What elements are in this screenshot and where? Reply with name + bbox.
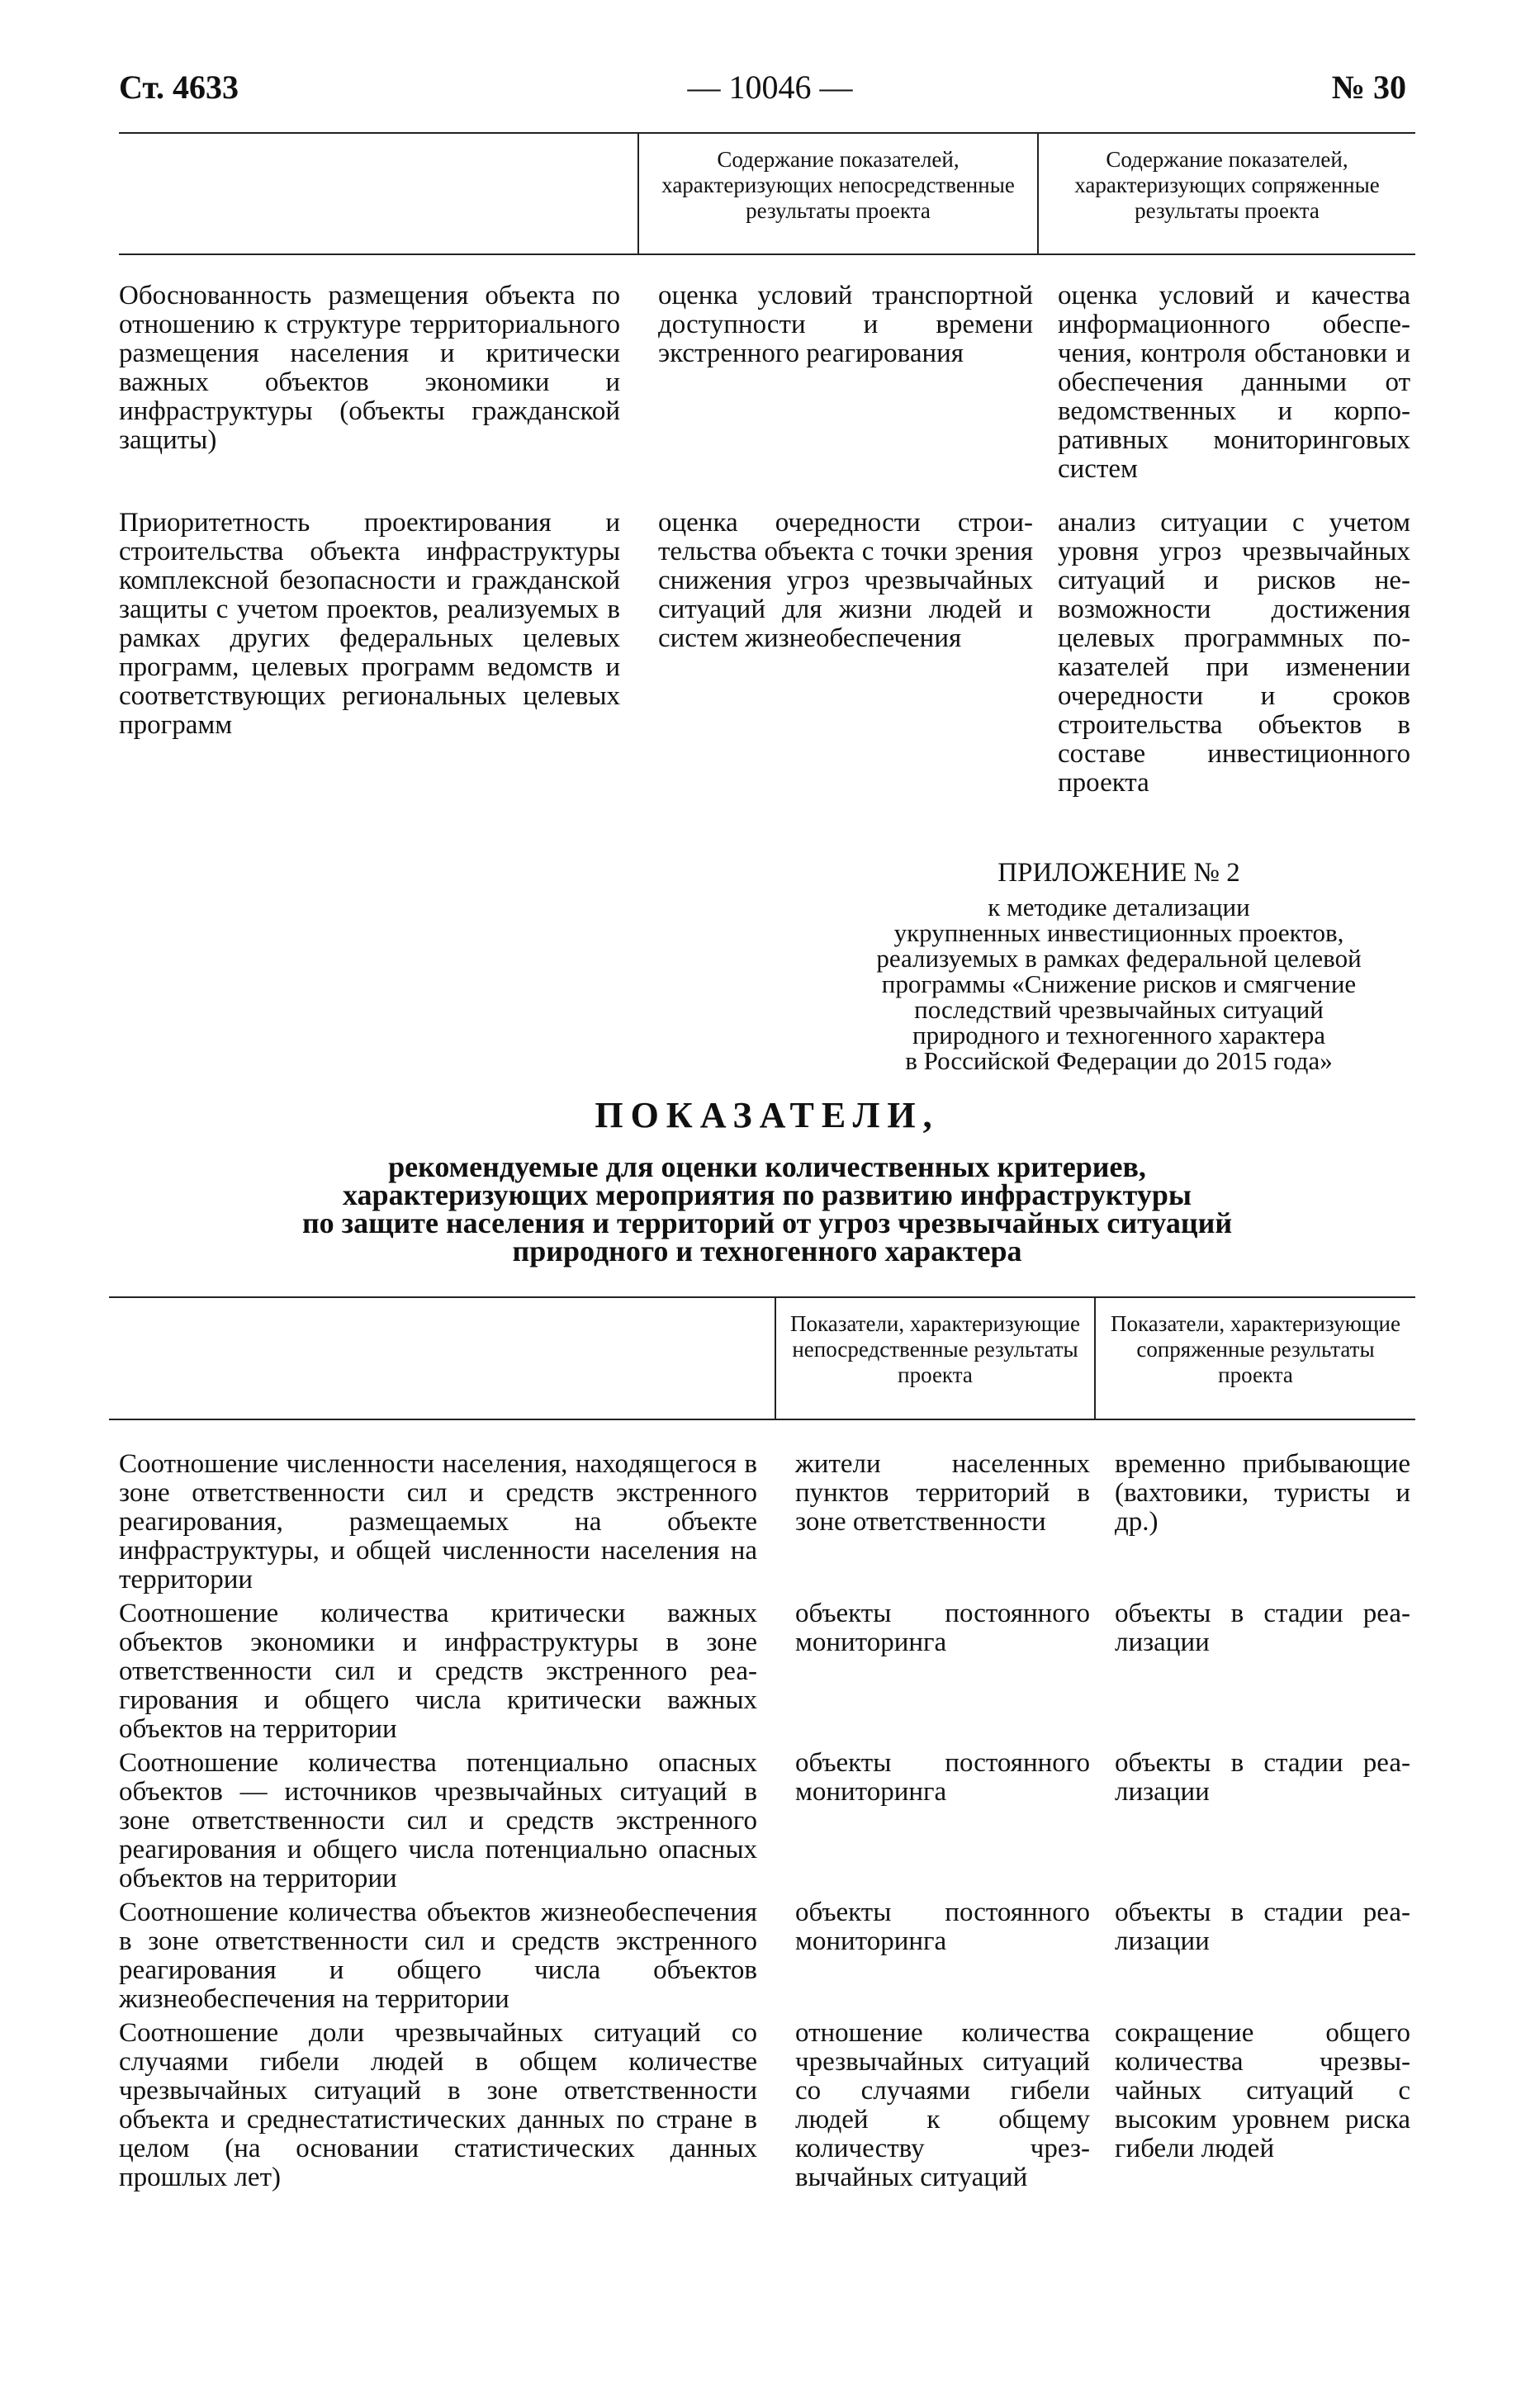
table2-row3-indicator: Соотношение количества потенциально опасных объектов — источников чрезвычайных ситуаций в зоне ответственности сил и средств экстренного реагирования и общего числа потенциально опасных объектов на территории: [119, 1748, 757, 1893]
subtitle-line: по защите населения и территорий от угроз чрезвычайных ситуаций: [301, 1206, 1233, 1239]
table-row: [109, 1893, 1415, 2014]
appendix-line: укрупненных инвестиционных проектов,: [893, 918, 1344, 947]
section-title: ПОКАЗАТЕЛИ,: [595, 1095, 940, 1135]
table-row: [109, 1744, 1415, 1893]
appendix-line: реализуемых в рамках федеральной целевой: [876, 944, 1362, 973]
table1-row1-related: оценка условий и качества информационного обеспечения, контроля обстановки и обеспечения данными от ведомственных и корпоративных мониторинговых систем: [1058, 281, 1410, 484]
table2-row5-direct: отношение количества чрезвычайных ситуаций со случаями гибели людей к общему количеству чрезвычайных ситуаций: [795, 2018, 1090, 2192]
table2-row1-direct: жители населенных пунктов территорий в зоне ответственности: [795, 1449, 1090, 1537]
table1-row1-direct: оценка условий транспортной доступности и времени экстренного реагирования: [658, 281, 1033, 368]
appendix-title: ПРИЛОЖЕНИЕ № 2: [997, 858, 1240, 888]
appendix-line: последствий чрезвычайных ситуаций: [914, 995, 1324, 1024]
table-row: [119, 254, 1415, 484]
table1-header-related: Содержание показателей, характеризующих сопряженные результаты проекта: [1038, 133, 1415, 254]
subtitle-line: рекомендуемые для оценки количественных критериев,: [388, 1150, 1146, 1183]
table2-row2-related: объекты в стадии реализации: [1115, 1599, 1410, 1657]
table1-row2-related: анализ ситуации с учетом уровня угроз чрезвычайных ситуаций и рисков невозможности достижения целевых программных показателей при изменении очередности и сроков строительства объектов в составе инвестиционного проекта: [1058, 508, 1410, 798]
section-subtitle: [119, 1150, 1415, 1267]
table-row: [109, 2014, 1415, 2192]
appendix-line: в Российской Федерации до 2015 года»: [905, 1046, 1333, 1075]
table2-header-indicator: [109, 1297, 775, 1419]
table2-row2-indicator: Соотношение количества критически важных объектов экономики и инфраструктуры в зоне ответственности сил и средств экстренного реагирования и общего числа критически важных объектов на территории: [119, 1599, 757, 1744]
table2-row3-related: объекты в стадии реализации: [1115, 1748, 1410, 1807]
indicators-table: [109, 1296, 1415, 2192]
table-row: [109, 1419, 1415, 1594]
table2-header-related: Показатели, характеризующие сопряженные результаты проекта: [1095, 1297, 1415, 1419]
table2-row1-related: временно прибывающие (вахтовики, туристы и др.): [1115, 1449, 1410, 1537]
table2-row2-direct: объекты постоянного мониторинга: [795, 1599, 1090, 1657]
table1-header-criterion: [119, 133, 638, 254]
appendix-subtitle: [834, 894, 1404, 1073]
appendix-block: [834, 856, 1404, 1073]
appendix-line: программы «Снижение рисков и смягчение: [881, 969, 1357, 998]
table2-header-direct: Показатели, характеризующие непосредственные результаты проекта: [775, 1297, 1095, 1419]
page-number: — 10046 —: [687, 69, 853, 106]
article-number: Ст. 4633: [119, 69, 239, 106]
table2-row1-indicator: Соотношение численности населения, находящегося в зоне ответственности сил и средств экстренного реагирования, размещаемых на объекте инфраструктуры, и общей численности населения на территории: [119, 1449, 757, 1594]
table1-row2-direct: оценка очередности строительства объекта с точки зрения снижения угроз чрезвычайных ситуаций для жизни людей и систем жизнеобеспечения: [658, 508, 1033, 653]
table2-row4-indicator: Соотношение количества объектов жизнеобеспечения в зоне ответственности сил и средств экстренного реагирования и общего числа объектов жизнеобеспечения на территории: [119, 1898, 757, 2014]
table1-header-direct: Содержание показателей, характеризующих непосредственные результаты проекта: [638, 133, 1038, 254]
subtitle-line: природного и техногенного характера: [512, 1234, 1022, 1267]
indicator-content-table: [119, 132, 1415, 798]
table2-row4-direct: объекты постоянного мониторинга: [795, 1898, 1090, 1956]
subtitle-line: характеризующих мероприятия по развитию инфраструктуры: [343, 1178, 1192, 1211]
table-row: [109, 1594, 1415, 1744]
table2-row4-related: объекты в стадии реализации: [1115, 1898, 1410, 1956]
table2-row3-direct: объекты постоянного мониторинга: [795, 1748, 1090, 1807]
issue-number: № 30: [1331, 69, 1406, 106]
appendix-line: к методике детализации: [988, 893, 1250, 922]
table2-row5-indicator: Соотношение доли чрезвычайных ситуаций со случаями гибели людей в общем количестве чрезвычайных ситуаций в зоне ответственности объекта и среднестатистических данных по стране в целом (на основании статистических данных прошлых лет): [119, 2018, 757, 2192]
table2-row5-related: сокращение общего количества чрезвычайных ситуаций с высоким уровнем риска гибели людей: [1115, 2018, 1410, 2163]
table1-row2-criterion: Приоритетность проектирования и строительства объекта инфраструктуры комплексной безопасности и гражданской защиты с учетом проектов, реализуемых в рамках других федеральных целевых программ, целевых программ ведомств и соответствующих региональных целевых программ: [119, 508, 620, 740]
table1-row1-criterion: Обоснованность размещения объекта по отношению к структуре территориального размещения населения и критически важных объектов экономики и инфраструктуры (объекты гражданской защиты): [119, 281, 620, 455]
table-row: [119, 484, 1415, 798]
appendix-line: природного и техногенного характера: [912, 1021, 1325, 1049]
